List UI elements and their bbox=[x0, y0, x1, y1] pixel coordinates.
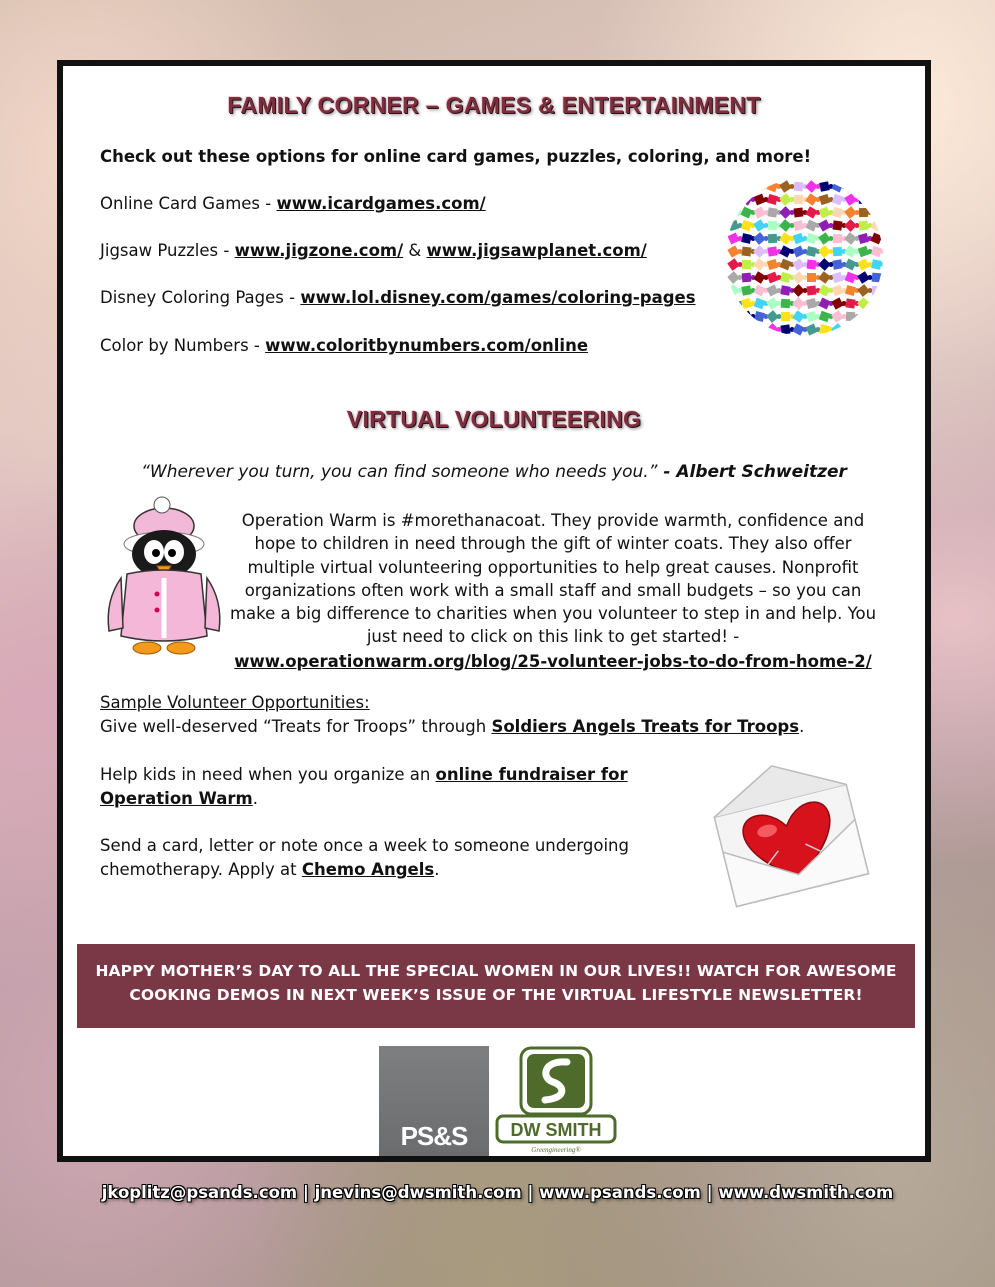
footer-contacts[interactable]: jkoplitz@psands.com | jnevins@dwsmith.com | www.psands.com | www.dwsmith.com bbox=[101, 1183, 894, 1202]
puzzle-piece bbox=[832, 207, 843, 218]
opportunity-treats-for-troops bbox=[100, 717, 804, 736]
quote-text: “Wherever you turn, you can find someone who needs you.” bbox=[141, 462, 658, 482]
opp-text-end: . bbox=[434, 860, 440, 879]
puzzle-piece bbox=[858, 233, 869, 244]
banner-line-2: COOKING DEMOS IN NEXT WEEK’S ISSUE OF THE VIRTUAL LIFESTYLE NEWSLETTER! bbox=[129, 986, 863, 1004]
puzzle-piece-knob bbox=[868, 314, 873, 319]
puzzle-piece-knob bbox=[868, 184, 873, 189]
quote-author: - Albert Schweitzer bbox=[657, 462, 847, 482]
opp-text: chemotherapy. Apply at bbox=[100, 860, 302, 879]
puzzle-piece bbox=[729, 195, 739, 205]
item-label: Color by Numbers - bbox=[100, 336, 266, 355]
puzzle-piece-knob bbox=[738, 275, 743, 280]
puzzle-piece bbox=[819, 181, 830, 192]
puzzle-piece bbox=[871, 311, 882, 322]
puzzle-piece-knob bbox=[790, 197, 795, 202]
puzzle-piece bbox=[872, 286, 881, 295]
puzzle-piece-knob bbox=[868, 197, 873, 202]
puzzle-piece-knob bbox=[881, 210, 886, 215]
puzzle-piece bbox=[832, 220, 842, 230]
puzzle-piece bbox=[845, 285, 856, 296]
opp-text-end: . bbox=[799, 717, 805, 736]
online-fundraiser-link[interactable]: online fundraiser for bbox=[435, 765, 628, 784]
puzzle-piece-knob bbox=[842, 327, 847, 332]
list-item-jigsaw bbox=[100, 241, 647, 260]
puzzle-piece bbox=[768, 234, 777, 243]
dwsmith-logo bbox=[493, 1046, 619, 1158]
jigzone-link[interactable]: www.jigzone.com/ bbox=[234, 241, 404, 260]
puzzle-piece bbox=[767, 207, 777, 217]
puzzle-piece bbox=[871, 259, 882, 270]
puzzle-piece bbox=[807, 286, 817, 296]
puzzle-piece bbox=[727, 297, 740, 310]
puzzle-piece bbox=[741, 233, 752, 244]
family-corner-intro bbox=[100, 147, 811, 166]
puzzle-piece bbox=[819, 194, 830, 205]
puzzle-piece bbox=[754, 181, 765, 192]
puzzle-piece bbox=[871, 298, 881, 308]
puzzle-piece-knob bbox=[868, 275, 873, 280]
puzzle-piece-knob bbox=[764, 327, 769, 332]
puzzle-piece bbox=[741, 285, 752, 296]
puzzle-piece bbox=[741, 311, 753, 323]
puzzle-piece-knob bbox=[855, 184, 860, 189]
puzzle-piece-knob bbox=[881, 197, 886, 202]
puzzle-piece bbox=[767, 259, 778, 270]
puzzle-piece-knob bbox=[738, 262, 743, 267]
list-item-color-numbers bbox=[100, 336, 588, 355]
mothers-day-banner bbox=[77, 944, 915, 1028]
puzzle-piece bbox=[793, 207, 803, 217]
puzzle-piece-knob bbox=[777, 301, 782, 306]
puzzle-piece bbox=[729, 182, 738, 191]
list-item-card-games bbox=[100, 194, 486, 213]
intro-text: Check out these options for online card games, puzzles, coloring, and more! bbox=[100, 147, 812, 166]
puzzle-piece bbox=[754, 311, 765, 322]
puzzle-piece bbox=[832, 259, 842, 269]
sample-opportunities-heading: Sample Volunteer Opportunities: bbox=[100, 693, 370, 712]
puzzle-piece bbox=[858, 181, 868, 191]
puzzle-piece bbox=[728, 324, 740, 336]
puzzle-piece-knob bbox=[868, 327, 873, 332]
puzzle-piece-knob bbox=[764, 223, 769, 228]
puzzle-piece bbox=[857, 297, 870, 310]
puzzle-piece-knob bbox=[881, 184, 886, 189]
puzzle-piece-knob bbox=[855, 314, 860, 319]
puzzle-piece bbox=[870, 206, 883, 219]
puzzle-piece-knob bbox=[764, 236, 769, 241]
puzzle-piece bbox=[833, 234, 842, 243]
puzzle-piece bbox=[807, 273, 816, 282]
puzzle-piece bbox=[793, 220, 804, 231]
soldiers-angels-link[interactable]: Soldiers Angels Treats for Troops bbox=[491, 717, 800, 736]
puzzle-pieces-image bbox=[723, 176, 885, 338]
puzzle-piece-knob bbox=[881, 301, 886, 306]
puzzle-piece bbox=[871, 324, 882, 335]
puzzle-piece-knob bbox=[881, 327, 886, 332]
puzzle-piece bbox=[872, 273, 882, 283]
dwsmith-logo-text: DW SMITH bbox=[510, 1120, 602, 1140]
jigsawplanet-link[interactable]: www.jigsawplanet.com/ bbox=[426, 241, 647, 260]
newsletter-panel bbox=[57, 60, 931, 1162]
puzzle-piece-knob bbox=[881, 288, 886, 293]
puzzle-piece bbox=[727, 310, 739, 322]
icardgames-link[interactable]: www.icardgames.com/ bbox=[276, 194, 486, 213]
puzzle-piece bbox=[806, 246, 817, 257]
puzzle-piece-knob bbox=[803, 288, 808, 293]
puzzle-piece-knob bbox=[790, 210, 795, 215]
puzzle-piece bbox=[742, 273, 752, 283]
puzzle-piece-knob bbox=[751, 184, 756, 189]
puzzle-piece bbox=[833, 247, 843, 257]
opportunity-fundraiser bbox=[100, 765, 628, 784]
operation-warm-text: Operation Warm is #morethanacoat. They provide warmth, confidence and hope to children in need through the gift of winter coats. They also offer multiple virtual volunteering opportunities to help great causes. Nonprofit organizations often work with a small staff and small budgets – so you can make a big difference to charities when you volunteer to step in and help. You just need to click on this link to get started! - bbox=[229, 511, 877, 647]
puzzle-piece bbox=[859, 208, 868, 217]
opp-text: Help kids in need when you organize an bbox=[100, 765, 436, 784]
operation-warm-link[interactable]: www.operationwarm.org/blog/25-volunteer-jobs-to-do-from-home-2/ bbox=[234, 651, 872, 671]
envelope-heart-image bbox=[703, 756, 873, 916]
puzzle-piece-knob bbox=[803, 275, 808, 280]
puzzle-piece bbox=[741, 298, 752, 309]
puzzle-piece bbox=[846, 325, 855, 334]
banner-line-1: HAPPY MOTHER’S DAY TO ALL THE SPECIAL WOMEN IN OUR LIVES!! WATCH FOR AWESOME bbox=[95, 962, 897, 980]
puzzle-piece-knob bbox=[790, 184, 795, 189]
puzzle-piece-knob bbox=[829, 249, 834, 254]
puzzle-piece bbox=[780, 324, 790, 334]
puzzle-piece-knob bbox=[803, 262, 808, 267]
puzzle-piece-knob bbox=[881, 314, 886, 319]
opportunity-chemo-line2 bbox=[100, 860, 439, 879]
puzzle-piece-knob bbox=[738, 197, 743, 202]
coloritbynumbers-link[interactable]: www.coloritbynumbers.com/online bbox=[265, 336, 589, 355]
puzzle-piece-knob bbox=[868, 301, 873, 306]
puzzle-piece bbox=[781, 299, 791, 309]
item-label: Disney Coloring Pages - bbox=[100, 288, 301, 307]
puzzle-piece-knob bbox=[738, 314, 743, 319]
opportunity-fundraiser-line2 bbox=[100, 789, 258, 808]
puzzle-piece-knob bbox=[842, 314, 847, 319]
puzzle-piece bbox=[844, 180, 856, 192]
puzzle-piece bbox=[806, 298, 817, 309]
puzzle-piece-knob bbox=[855, 210, 860, 215]
item-label: Jigsaw Puzzles - bbox=[100, 241, 235, 260]
puzzle-piece bbox=[857, 323, 869, 335]
disney-coloring-link[interactable]: www.lol.disney.com/games/coloring-pages bbox=[300, 288, 696, 307]
puzzle-piece bbox=[741, 246, 751, 256]
puzzle-piece-knob bbox=[868, 210, 873, 215]
puzzle-piece-knob bbox=[868, 288, 873, 293]
puzzle-piece bbox=[806, 311, 817, 322]
puzzle-piece bbox=[870, 193, 883, 206]
puzzle-piece bbox=[819, 324, 830, 335]
puzzle-piece bbox=[831, 180, 843, 192]
puzzle-piece bbox=[857, 310, 870, 323]
puzzle-piece-knob bbox=[881, 223, 886, 228]
puzzle-piece-knob bbox=[738, 184, 743, 189]
puzzle-piece-knob bbox=[881, 236, 886, 241]
puzzle-piece bbox=[871, 246, 882, 257]
puzzle-piece bbox=[846, 312, 855, 321]
puzzle-piece bbox=[754, 324, 764, 334]
puzzle-piece bbox=[740, 323, 752, 335]
item-joiner: & bbox=[403, 241, 427, 260]
puzzle-piece bbox=[780, 285, 790, 295]
chemo-angels-link[interactable]: Chemo Angels bbox=[301, 860, 435, 879]
puzzle-piece bbox=[831, 323, 844, 336]
puzzle-piece bbox=[767, 194, 778, 205]
puzzle-piece bbox=[858, 220, 868, 230]
puzzle-piece-knob bbox=[855, 327, 860, 332]
puzzle-piece bbox=[832, 272, 843, 283]
puzzle-piece bbox=[807, 260, 817, 270]
puzzle-piece bbox=[780, 272, 791, 283]
puzzle-piece-knob bbox=[751, 327, 756, 332]
puzzle-piece bbox=[870, 219, 882, 231]
item-label: Online Card Games - bbox=[100, 194, 277, 213]
puzzle-piece bbox=[728, 207, 739, 218]
puzzle-piece-knob bbox=[855, 197, 860, 202]
psands-logo-text: PS&S bbox=[400, 1121, 468, 1151]
puzzle-piece bbox=[767, 246, 777, 256]
puzzle-piece bbox=[740, 180, 753, 193]
puzzle-piece bbox=[794, 195, 803, 204]
puzzle-piece bbox=[845, 298, 855, 308]
psands-logo bbox=[379, 1046, 489, 1156]
puzzle-piece bbox=[742, 260, 751, 269]
penguin-in-coat-image bbox=[99, 496, 229, 661]
opp-text-end: . bbox=[252, 789, 258, 808]
puzzle-piece bbox=[870, 180, 883, 193]
puzzle-piece-knob bbox=[738, 249, 743, 254]
puzzle-piece bbox=[794, 182, 804, 192]
family-corner-heading: FAMILY CORNER – GAMES & ENTERTAINMENT bbox=[227, 92, 761, 118]
puzzle-piece-knob bbox=[829, 236, 834, 241]
puzzle-piece bbox=[859, 195, 869, 205]
list-item-disney bbox=[100, 288, 696, 307]
schweitzer-quote bbox=[63, 462, 925, 482]
opp-text: Give well-deserved “Treats for Troops” through bbox=[100, 717, 492, 736]
puzzle-piece-knob bbox=[738, 327, 743, 332]
operation-warm-fundraiser-link[interactable]: Operation Warm bbox=[100, 789, 253, 808]
puzzle-piece bbox=[806, 233, 817, 244]
puzzle-piece bbox=[781, 312, 790, 321]
puzzle-piece-knob bbox=[842, 184, 847, 189]
puzzle-piece-knob bbox=[881, 275, 886, 280]
opportunity-chemo-line1: Send a card, letter or note once a week to someone undergoing bbox=[100, 836, 629, 855]
dwsmith-tagline: Greengineering® bbox=[531, 1146, 581, 1154]
virtual-volunteering-heading: VIRTUAL VOLUNTEERING bbox=[346, 406, 642, 432]
puzzle-piece bbox=[768, 221, 777, 230]
operation-warm-paragraph bbox=[223, 509, 883, 673]
puzzle-piece bbox=[728, 220, 739, 231]
puzzle-piece-knob bbox=[777, 314, 782, 319]
